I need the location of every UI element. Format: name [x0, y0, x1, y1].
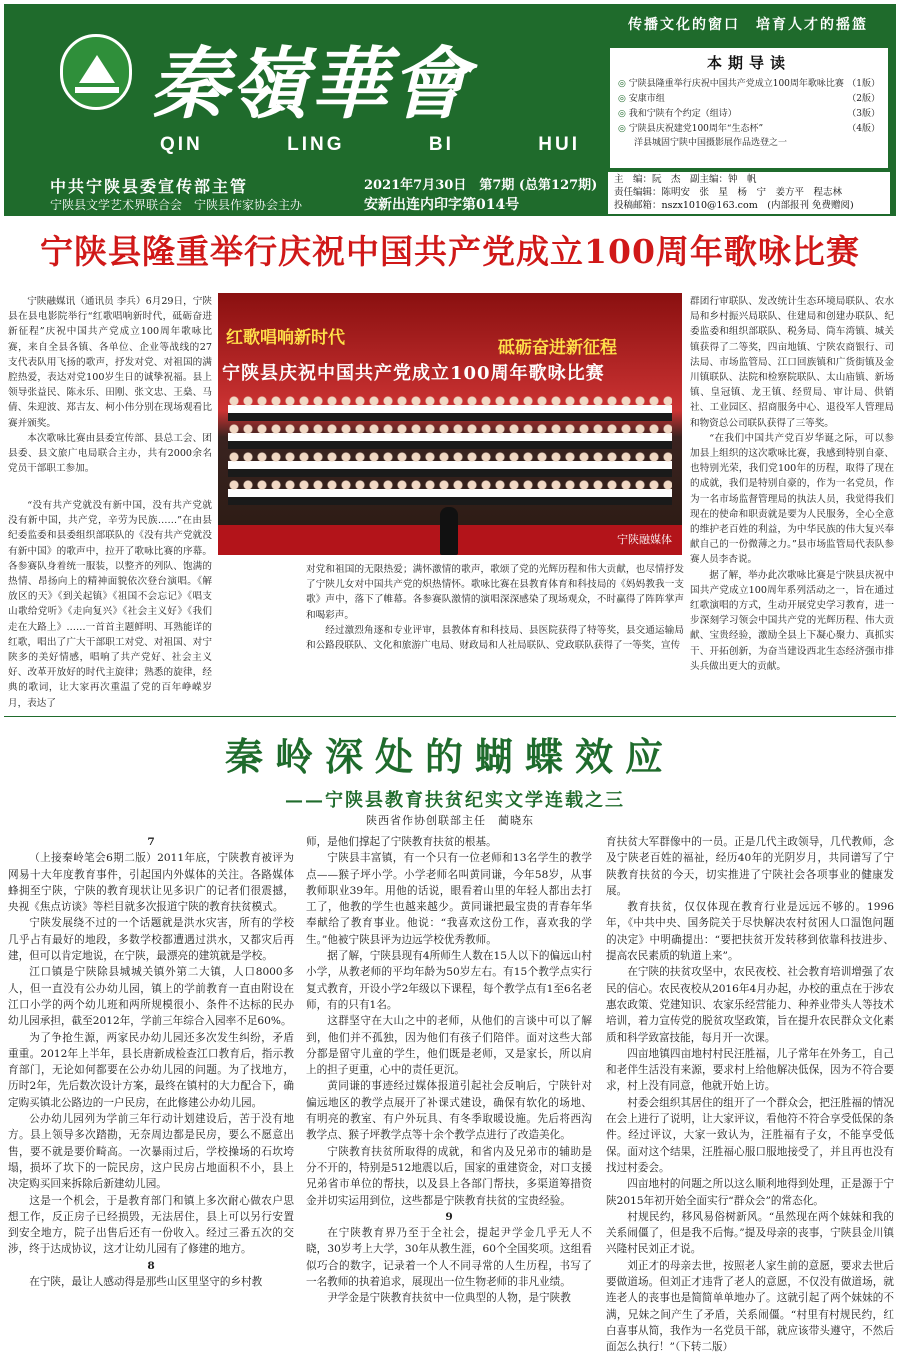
pinyin-word: BI [428, 134, 454, 155]
staff-box [608, 172, 890, 214]
article2-paragraph: 黄同谦的事迹经过媒体报道引起社会反响后，宁陕针对偏远地区的教学点展开了补课式建设，确保有软化的场地、有明亮的教室、有户外玩具、有冬季取暖设施。先后将西沟教学点、猴子坪教学点等十余个教学点进行了改造美化。 [306, 1080, 592, 1142]
article2-paragraph: 在宁陕教育界乃至于全社会，提起尹学金几乎无人不晓，30岁考上大学，30年从教生涯，60个全国奖项。这组看似巧合的数字，记录着一个人不同寻常的人生历程，书写了一名教师的执着追求，展现出一位生物老师的非凡业绩。 [306, 1227, 592, 1289]
article2-column-2 [306, 834, 592, 1344]
article2-subhead: ——宁陕县教育扶贫纪实文学连载之三 [285, 790, 625, 811]
guide-list [618, 77, 880, 137]
article2-paragraph: 四亩地镇四亩地村村民汪胜福，儿子常年在外务工，自己和老伴生活没有来源，要求村上给他解决低保，因为不符合要求，村上没有同意，他就开始上访。 [606, 1047, 894, 1093]
photo-stage [218, 389, 682, 555]
article1-column-right [690, 294, 894, 710]
section-divider [4, 716, 896, 717]
section-number: 7 [147, 836, 155, 848]
newspaper-pinyin [160, 134, 580, 156]
article1-paragraph: 本次歌咏比赛由县委宣传部、县总工会、团县委、县文旅广电局联合主办，共有2000余名党员干部职工参加。 [8, 432, 212, 475]
article2-paragraph: 为了争抢生源，两家民办幼儿园还多次发生纠纷，矛盾重重。2012年上半年，县长唐新成检查江口教育后，指示教育部门，无论如何都要在公办幼儿园的问题。为了找地方，历时2年，先后数次设计方案，最终在镇村的大力配合下，确定购买镇北公路边的一户民房，在此修建公办幼儿园。 [8, 1031, 294, 1109]
article2-paragraph: 教育扶贫，仅仅体现在教育行业是远远不够的。1996年，《中共中央、国务院关于尽快解决农村贫困人口温饱问题的决定》中明确提出：“要把扶贫开发转移到依靠科技进步、提高农民素质的轨道上来”。 [606, 901, 894, 963]
article2-paragraph: （上接秦岭笔会6期二版）2011年底，宁陕教育被评为网易十大年度教育事件，引起国内外媒体的关注。各路媒体蜂拥至宁陕，宁陕的教育现状让见多识广的记者们很震撼，央视《焦点访谈》等栏目就多次报道宁陕的教育扶贫模式。 [8, 852, 294, 914]
article2-paragraph: 这是一个机会，于是教育部门和镇上多次耐心做农户思想工作，反正房子已经损毁，无法居住，县上可以另行安置到安全地方，院子出售后还有一份收入。经过三番五次的交涉，终于达成协议，这才让幼儿园有了修建的地方。 [8, 1194, 294, 1256]
masthead-left [4, 4, 598, 216]
issue-line: 2021年7月30日 第7期 (总第127期) [364, 178, 598, 193]
article2-paragraph: 师，是他们撑起了宁陕教育扶贫的根基。 [306, 836, 497, 848]
section-number: 8 [147, 1259, 155, 1272]
permit-number: 安新出连内印字第014号 [364, 197, 520, 213]
guide-item-page: （3版） [847, 109, 880, 119]
choir-row [228, 479, 672, 505]
article2-paragraph: 四亩地村的问题之所以这么顺利地得到处理，正是源于宁陕2015年初开始全面实行“群众会”的常态化。 [606, 1178, 894, 1207]
guide-item[interactable] [618, 77, 880, 92]
slogan: 传播文化的窗口 培育人才的摇篮 [628, 17, 868, 33]
guide-item-page: （4版） [847, 124, 880, 134]
article2-column-3 [606, 834, 894, 1354]
section-number: 9 [445, 1210, 453, 1223]
mountain-logo-icon [60, 34, 132, 110]
article2-paragraph: 尹学金是宁陕教育扶贫中一位典型的人物，是宁陕教 [327, 1292, 571, 1305]
pinyin-word: QIN [160, 134, 203, 155]
choir-row [228, 395, 672, 421]
article2-paragraph: 据了解，宁陕县现有4所师生人数在15人以下的偏远山村小学，从教老师的平均年龄为50岁左右。有15个教学点实行复式教育，开设小学2年级以下课程，每个教学点有1至6名老师，有的只有1名。 [306, 950, 592, 1011]
article2-author: 陕西省作协创联部主任 蔺晓东 [366, 814, 534, 827]
article2-paragraph: 育扶贫大军群像中的一员。正是几代主政领导，几代教师，念及宁陕老百姓的福祉，经历40年的光阴岁月，共同谱写了宁陕教育扶贫的今天，切实推进了宁陕社会各项事业的健康发展。 [606, 836, 894, 897]
guide-item-title: ◎ 宁陕县隆重举行庆祝中国共产党成立100周年歌咏比赛 [618, 77, 844, 92]
article2-paragraph: 村委会组织其居住的组开了一个群众会，把汪胜福的情况在会上进行了说明，让大家评议，看他符不符合享受低保的条件。经过评议，大家一致认为，汪胜福有子女，不能享受低保。面对这个结果，汪胜福心服口服地接受了，并且再也没有找过村委会。 [606, 1096, 894, 1174]
pinyin-word: LING [287, 134, 345, 155]
article2-paragraph: 江口镇是宁陕除县城城关镇外第二大镇，人口8000多人，但一直没有公办幼儿园，镇上的学前教育一直由附设在江口小学的两个幼儿班和两所规模很小、条件不达标的民办幼儿园承担，截至2012年，学前三年综合入园率不足60%。 [8, 966, 294, 1028]
conductor-figure [440, 507, 458, 555]
article1-paragraph: 据了解，举办此次歌咏比赛是宁陕县庆祝中国共产党成立100周年系列活动之一，旨在通过红歌演唱的方式，生动开展党史学习教育，进一步深刻学习领会中国共产党的光辉历程、伟大贡献、宝贵经验，激励全县上下凝心聚力、真抓实干、开拓创新，为奋当建设西北生态经济强市排头兵做出更大的贡献。 [690, 569, 894, 672]
article2-paragraph: 村规民约，移风易俗树新风。“虽然现在两个妹妹和我的关系闹僵了，但是我不后悔。”提及母亲的丧事，宁陕县金川镇兴隆村民刘正才说。 [606, 1210, 894, 1256]
staff-responsible-editors: 责任编辑：陈明安 张 星 杨 宁 姜方平 程志林 [614, 187, 843, 198]
choir-row [228, 451, 672, 477]
guide-title: 本期导读 [706, 54, 791, 72]
masthead-right [600, 4, 896, 216]
article2-paragraph: 宁陕教育扶贫所取得的成就，和省内及兄弟市的辅助是分不开的，特别是512地震以后，国家的重建资金，对口支援兄弟省市单位的帮扶，以及县上各部门帮扶，多渠道筹措资金并切实运用到位，这些都是宁陕教育扶贫的宝贵经验。 [306, 1145, 592, 1207]
article1-headline: 宁陕县隆重举行庆祝中国共产党成立100周年歌咏比赛 [40, 232, 860, 271]
article1-paragraph: 经过激烈角逐和专业评审，县教体育和科技局、县医院获得了特等奖，县交通运输局和公路段联队、文化和旅游广电局、财政局和人社局联队、党政联队获得了一等奖，宣传 [306, 624, 684, 652]
guide-item-subtitle: 洋县城固宁陕中国摄影展作品选登之一 [634, 138, 788, 148]
staff-email[interactable]: 投稿邮箱：nszx1010@163.com (内部报刊 免费赠阅) [614, 200, 854, 211]
article1-column-left-bottom [8, 498, 212, 708]
guide-item-page: （1版） [847, 79, 880, 89]
staff-editors: 主 编：阮 杰 副主编：钟 帆 [614, 174, 757, 185]
guide-item[interactable] [618, 107, 880, 122]
article2-paragraph: 宁陕发展绕不过的一个话题就是洪水灾害，所有的学校几乎占有最好的地段，多数学校都遭遇过洪水，又都灾后再建，但可以肯定地说，在宁陕，最漂亮的建筑就是学校。 [8, 917, 294, 963]
article1-paragraph: 宁陕融媒讯（通讯员 李兵）6月29日，宁陕县在县电影院举行“红歌唱响新时代，砥砺奋进新征程”庆祝中国共产党成立100周年歌咏比赛，来自全县各镇、各单位、企业等战线的27支代表队用飞扬的歌声，抒发对党、对祖国的满腔热爱，表达对党100岁生日的诚挚祝福。县上领导张益民、陈永乐、田刚、张文忠、王燊、马倩、朱迎波、郑吉友、柯小伟分别在现场观看比赛并颁奖。 [8, 296, 212, 429]
guide-item-title: ◎ 宁陕县庆祝建党100周年“生态杯” [618, 122, 763, 137]
article2-column-1 [8, 834, 294, 1344]
publisher-main: 中共宁陕县委宣传部主管 [50, 177, 249, 196]
publisher-band [4, 164, 598, 216]
article2-paragraph: 这群坚守在大山之中的老师，从他们的言谈中可以了解到，他们并不孤独，因为他们有孩子们陪伴。面对这些大部分都是留守儿童的学生，他们既是老师，又是家长，所以肩上的担子更重，心中的责任更沉。 [306, 1015, 592, 1077]
photo-watermark: 宁陕融媒体 [617, 533, 672, 546]
guide-item-title: ◎ 安康市组 [618, 92, 665, 107]
publisher-sub: 宁陕县文学艺术界联合会 宁陕县作家协会主办 [50, 198, 303, 212]
photo-banner-main: 宁陕县庆祝中国共产党成立100周年歌咏比赛 [222, 363, 605, 384]
article2-paragraph: 在宁陕的扶贫攻坚中，农民夜校、社会教育培训增强了农民的信心。农民夜校从2016年4月办起，办校的重点在于涉农惠农政策、党建知识、农家乐经营能力、种养业带头人等技术培训，着力宣传党的脱贫攻坚政策，旨在提升农民群众文化素质和科学致富技能，每月开一次课。 [606, 966, 894, 1044]
article1-paragraph: 对党和祖国的无限热爱；满怀激情的歌声，歌颂了党的光辉历程和伟大贡献，也尽情抒发了宁陕儿女对中国共产党的炽热情怀。歌咏比赛在县教育体育和科技局的《妈妈教我一支歌》声中，落下了帷幕。各参赛队激情的演唱深深感染了现场观众，不时赢得了阵阵掌声和喝彩声。 [306, 564, 684, 621]
photo-banner-left: 红歌唱响新时代 [226, 328, 345, 348]
photo-banner-right: 砥砺奋进新征程 [498, 338, 617, 358]
masthead [4, 4, 896, 216]
article1-column-middle [306, 562, 684, 710]
article2-headline: 秦岭深处的蝴蝶效应 [224, 734, 675, 779]
article1-paragraph: “在我们中国共产党百岁华诞之际，可以参加县上组织的这次歌咏比赛，我感到特别自豪、也特别光荣，我们党100年的历程，取得了现在的成就，我们是特别自豪的，作为一名党员，作为一名市场监督管理局的执法人员，我觉得我们现在的使命和职责就是要为人民服务，全心全意的维护老百姓的利益，为中华民族的伟大复兴奉献自己的一份微薄之力。”县市场监管局代表队参赛人员李杏说。 [690, 432, 894, 566]
article1-paragraph: “没有共产党就没有新中国，没有共产党就没有新中国，共产党，辛劳为民族……”在由县纪委监委和县委组织部联队的《没有共产党就没有新中国》的歌声中，拉开了歌咏比赛的序幕。各参赛队身着统一服装，以整齐的列队、饱满的热情、昂扬向上的精神面貌依次登台演唱。《解放区的天》《到关起镇》《祖国不会忘记》《唱支山歌给党听》《走向复兴》《社会主义好》《我们走在大路上》……一首首主题鲜明、耳熟能详的红歌，唱出了广大干部职工对党、对祖国、对宁陕多的美好情感，唱响了共产党好、社会主义好、改革开放好的时代主旋律；熟悉的旋律，经典的歌词，让大家再次重温了党的百年峥嵘岁月，表达了 [8, 500, 212, 709]
article2-paragraph: 公办幼儿园列为学前三年行动计划建设后，苦于没有地方。县上领导多次踏勘，无奈周边都是民房，要么不愿意出售，要不就是要价畸高。一次暴雨过后，学校操场的石坎垮塌，损坏了坎下的一院民房，这户民房占地面积不小，县上决定购买回来拆除后新建幼儿园。 [8, 1113, 294, 1191]
guide-item[interactable] [618, 122, 880, 137]
guide-item-title: ◎ 我和宁陕有个约定（组诗） [618, 107, 737, 122]
article2-paragraph: 刘正才的母亲去世，按照老人家生前的意愿，要求去世后要做道场。但刘正才违背了老人的意愿，不仅没有做道场，就连老人的丧事也是简简单单地办了。这就引起了两个妹妹的不满，兄妹之间产生了矛盾，关系闹僵。“村里有村规民约，红白喜事从简，我作为一名党员干部，就应该带头遵守，不然后面怎么执行！”（下转二版） [606, 1259, 894, 1354]
issue-guide [608, 46, 890, 170]
guide-item[interactable] [618, 92, 880, 107]
guide-item-page: （2版） [847, 94, 880, 104]
newspaper-title: 秦嶺華會 [150, 39, 471, 130]
article1-paragraph: 群团行审联队、发改统计生态环境局联队、农水局和乡村振兴局联队、住建局和创建办联队、纪委监委和组织部联队、税务局、筒车湾镇、城关镇获得了二等奖，四亩地镇、宁陕农商银行、司法局、市场监管局、江口回族镇和广货街镇及金川镇联队、法院和检察院联队、太山庙镇、新场镇、皇冠镇、龙王镇、经贸局、审计局、供销社、工业园区、招商服务中心、退役军人管理局和物资总公司联队获得了三等奖。 [690, 296, 894, 429]
article2-paragraph: 在宁陕，最让人感动得是那些山区里坚守的乡村教 [29, 1276, 263, 1289]
pinyin-word: HUI [538, 134, 580, 155]
article2-paragraph: 宁陕县丰富镇，有一个只有一位老师和13名学生的教学点——猴子坪小学。小学老师名叫黄同谦，今年58岁，从事教师职业39年。用他的话说，眼看着山里的年轻人都出去打工了，他教的学生也越来越少。黄同谦把最宝贵的青春年华奉献给了教育事业。他说：“我喜欢这份工作，喜欢我的学生。”他被宁陕县评为边远学校优秀教师。 [306, 852, 592, 946]
choir-row [228, 423, 672, 449]
choir-photo [218, 293, 682, 555]
